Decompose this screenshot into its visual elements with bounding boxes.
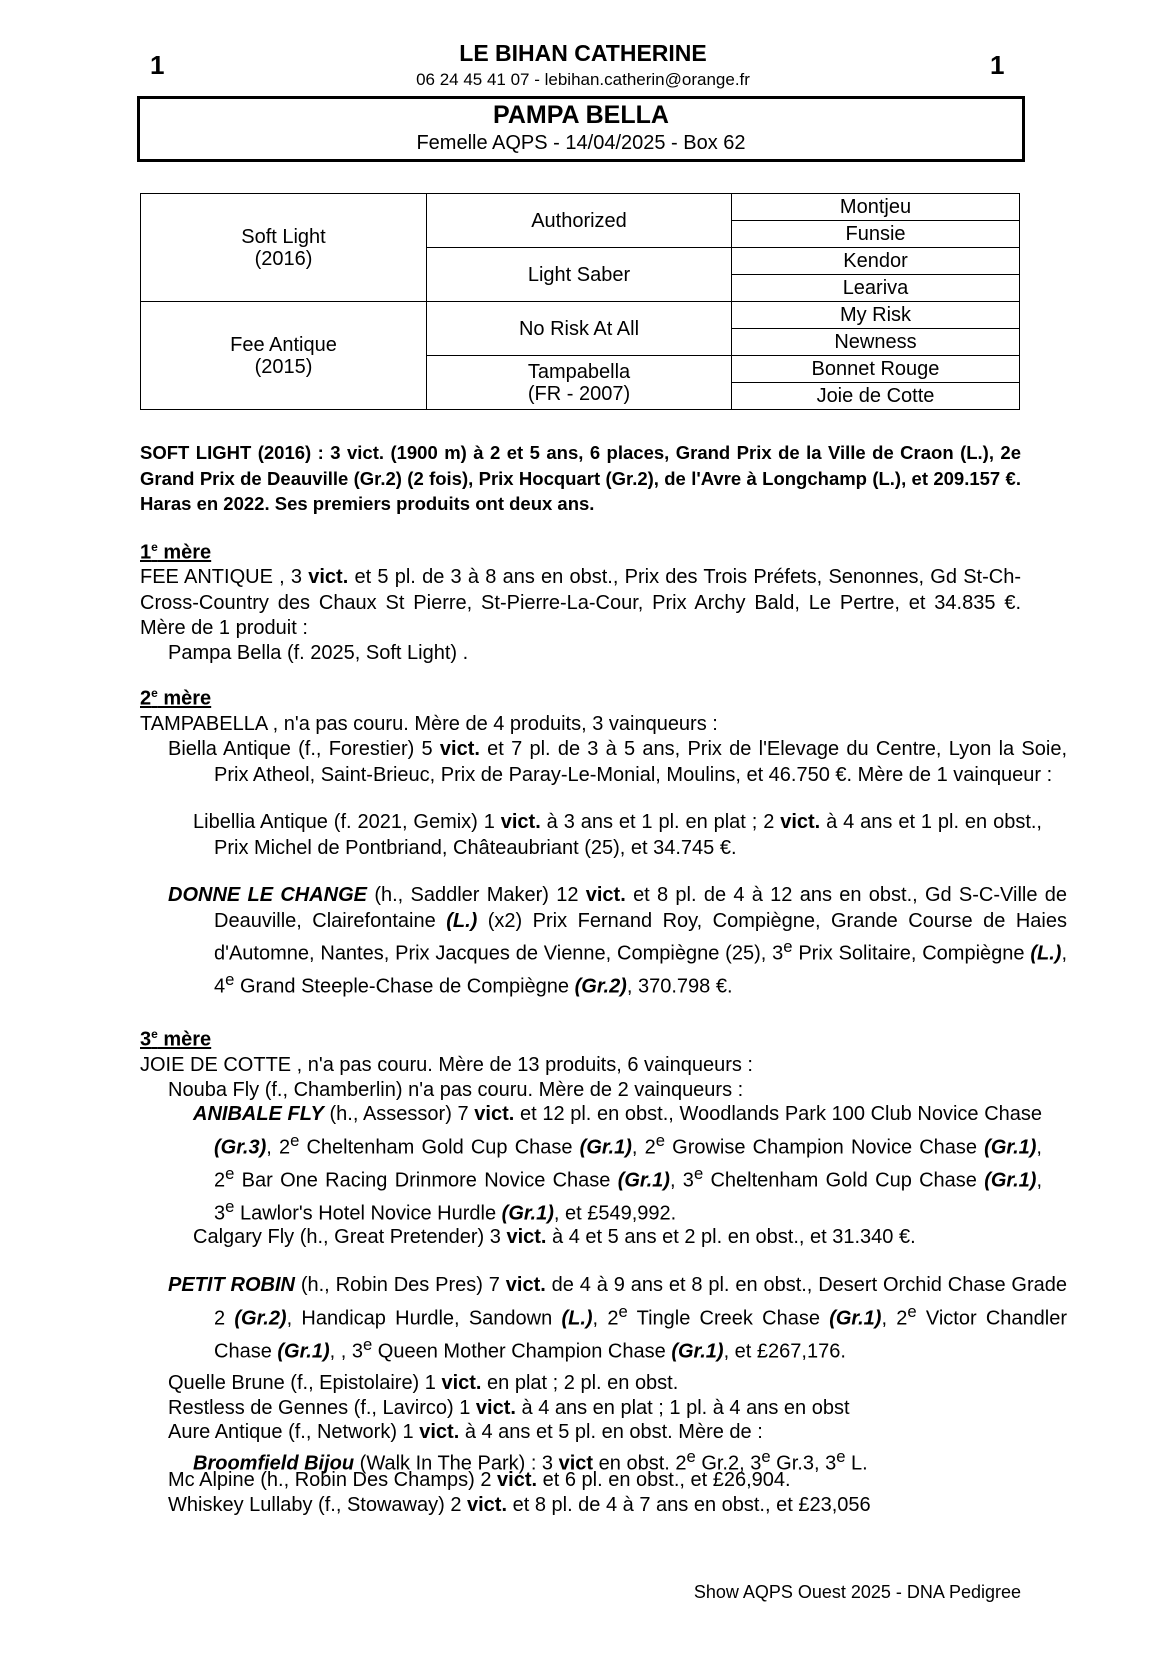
pedigree-g3-cell: Bonnet Rouge — [732, 356, 1020, 383]
pedigree-g3-cell: My Risk — [732, 302, 1020, 329]
horse-title-box — [137, 96, 1025, 162]
pedigree-g3-cell: Funsie — [732, 221, 1020, 248]
pedigree-sire-dam: Light Saber — [427, 248, 732, 302]
list-item: Restless de Gennes (f., Lavirco) 1 vict. à 4 ans en plat ; 1 pl. à 4 ans en obst — [168, 1397, 850, 1419]
winner-name: PETIT ROBIN — [168, 1274, 295, 1296]
dam-year: (2015) — [254, 355, 313, 378]
first-dam-produce: Pampa Bella (f. 2025, Soft Light) . — [168, 642, 469, 664]
page-footer: Show AQPS Ouest 2025 - DNA Pedigree — [693, 1582, 1021, 1602]
list-item: Aure Antique (f., Network) 1 vict. à 4 ans et 5 pl. en obst. Mère de : — [168, 1421, 763, 1443]
list-item: ANIBALE FLY (h., Assessor) 7 vict. et 12 pl. en obst., Woodlands Park 100 Club Novice Chase (Gr.3), 2e Cheltenham Gold Cup Chase (Gr.1), 2e Growise Champion Novice Chase (Gr.1), 2e Bar One Racing Drinmore Novice Chase (Gr.1), 3e Cheltenham Gold Cup Chase (Gr.1), 3e Lawlor's Hotel Novice Hurdle (Gr.1), et £549,992. — [193, 1103, 1043, 1225]
lot-number-left: 1 — [150, 50, 165, 80]
list-item: Broomfield Bijou (Walk In The Park) : 3 vict en obst. 2e Gr.2, 3e Gr.3, 3e L. — [193, 1447, 868, 1475]
pedigree-g3-cell: Newness — [732, 329, 1020, 356]
pedigree-g3-cell: Montjeu — [732, 194, 1020, 221]
pedigree-sire — [141, 194, 427, 302]
list-item: Calgary Fly (h., Great Pretender) 3 vict. à 4 et 5 ans et 2 pl. en obst., et 31.340 €. — [193, 1226, 916, 1248]
dam-dam-name: Tampabella — [527, 360, 631, 383]
sire-name: Soft Light — [241, 225, 326, 248]
pedigree-dam — [141, 302, 427, 410]
third-dam-heading: 3e mère — [140, 1027, 212, 1051]
stallion-note: SOFT LIGHT (2016) : 3 vict. (1900 m) à 2 et 5 ans, 6 places, Grand Prix de la Ville de Craon (L.), 2e Grand Prix de Deauville (Gr.2) (2 fois), Prix Hocquart (Gr.2), de l'Avre à Longchamp (L.), et 209.157 €. Haras en 2022. Ses premiers produits ont deux ans. — [140, 442, 1021, 514]
horse-name: PAMPA BELLA — [493, 101, 669, 129]
third-dam-intro: JOIE DE COTTE , n'a pas couru. Mère de 13 produits, 6 vainqueurs : — [140, 1054, 753, 1076]
list-item: DONNE LE CHANGE (h., Saddler Maker) 12 vict. et 8 pl. de 4 à 12 ans en obst., Gd S-C-Ville de Deauville, Clairefontaine (L.) (x2) Prix Fernand Roy, Compiègne, Grande Course de Haies d'Automne, Nantes, Prix Jacques de Vienne, Compiègne (25), 3e Prix Solitaire, Compiègne (L.), 4e Grand Steeple-Chase de Compiègne (Gr.2), 370.798 €. — [168, 884, 1067, 998]
list-item: Biella Antique (f., Forestier) 5 vict. et 7 pl. de 3 à 5 ans, Prix de l'Elevage du Centre, Lyon la Soie, Prix Atheol, Saint-Brieuc, Prix de Paray-Le-Monial, Moulins, et 46.750 €. Mère de 1 vainqueur : — [168, 738, 1067, 786]
second-dam-heading: 2e mère — [140, 686, 212, 710]
horse-details: Femelle AQPS - 14/04/2025 - Box 62 — [416, 132, 746, 154]
pedigree-dam-sire: No Risk At All — [427, 302, 732, 356]
first-dam-text: FEE ANTIQUE , 3 vict. et 5 pl. de 3 à 8 ans en obst., Prix des Trois Préfets, Senonnes, Gd St-Ch-Cross-Country des Chaux St Pierre, St-Pierre-La-Cour, Prix Archy Bald, Le Pertre, et 34.835 €. Mère de 1 produit : — [140, 566, 1021, 639]
vendor-name: LE BIHAN CATHERINE — [459, 40, 707, 66]
winner-name: Broomfield Bijou — [193, 1452, 355, 1475]
list-item: PETIT ROBIN (h., Robin Des Pres) 7 vict. de 4 à 9 ans et 8 pl. en obst., Desert Orchid Chase Grade 2 (Gr.2), Handicap Hurdle, Sandown (L.), 2e Tingle Creek Chase (Gr.1), 2e Victor Chandler Chase (Gr.1), , 3e Queen Mother Champion Chase (Gr.1), et £267,176. — [168, 1274, 1068, 1363]
winner-name: DONNE LE CHANGE — [168, 884, 368, 906]
pedigree-g3-cell: Joie de Cotte — [732, 383, 1020, 410]
pedigree-table — [140, 193, 1020, 410]
first-dam-heading: 1e mère — [140, 540, 212, 564]
list-item: Libellia Antique (f. 2021, Gemix) 1 vict. à 3 ans et 1 pl. en plat ; 2 vict. à 4 ans et 1 pl. en obst., Prix Michel de Pontbriand, Châteaubriant (25), et 34.745 €. — [193, 811, 1042, 859]
sire-year: (2016) — [254, 247, 313, 270]
vendor-contact: 06 24 45 41 07 - lebihan.catherin@orange.fr — [416, 70, 750, 89]
list-item: Nouba Fly (f., Chamberlin) n'a pas couru. Mère de 2 vainqueurs : — [168, 1079, 744, 1101]
pedigree-g3-cell: Kendor — [732, 248, 1020, 275]
list-item: Quelle Brune (f., Epistolaire) 1 vict. en plat ; 2 pl. en obst. — [168, 1372, 679, 1394]
second-dam-intro: TAMPABELLA , n'a pas couru. Mère de 4 produits, 3 vainqueurs : — [140, 713, 718, 735]
pedigree-dam-dam — [427, 356, 732, 410]
list-item: Mc Alpine (h., Robin Des Champs) 2 vict. et 6 pl. en obst., et £26,904. — [168, 1469, 791, 1491]
list-item: Whiskey Lullaby (f., Stowaway) 2 vict. et 8 pl. de 4 à 7 ans en obst., et £23,056 — [168, 1494, 871, 1516]
lot-number-right: 1 — [990, 50, 1005, 80]
winner-name: ANIBALE FLY — [193, 1103, 324, 1125]
pedigree-g3-cell: Leariva — [732, 275, 1020, 302]
dam-name: Fee Antique — [230, 333, 337, 356]
pedigree-sire-sire: Authorized — [427, 194, 732, 248]
dam-dam-info: (FR - 2007) — [527, 382, 631, 405]
